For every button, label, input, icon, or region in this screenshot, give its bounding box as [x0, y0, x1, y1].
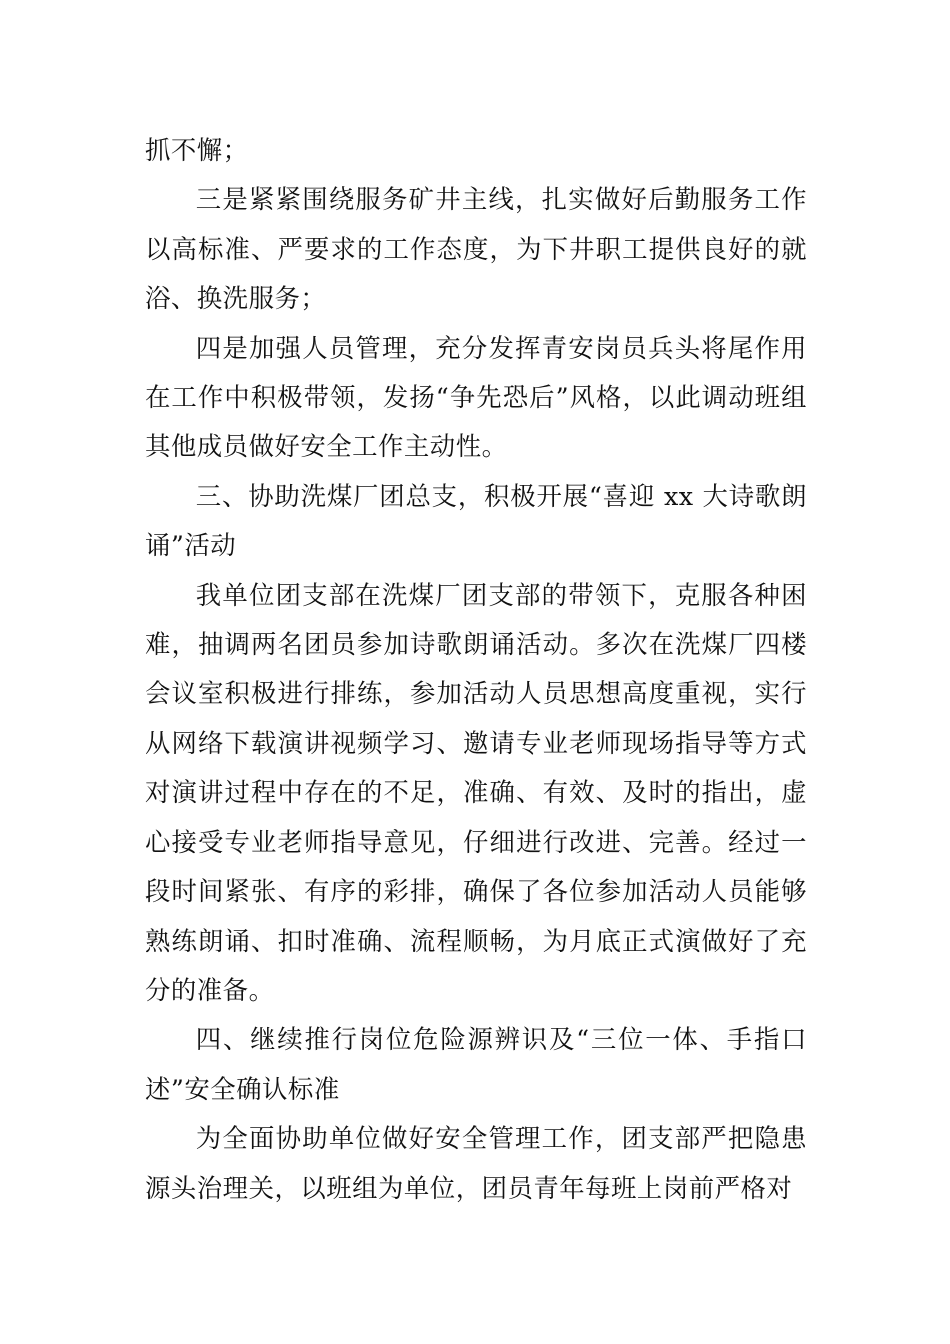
paragraph-poetry-recital: 我单位团支部在洗煤厂团支部的带领下，克服各种困难，抽调两名团员参加诗歌朗诵活动。多次在洗煤厂四楼会议室积极进行排练，参加活动人员思想高度重视，实行从网络下载演讲视频学习、邀请专业老师现场指导等方式对演讲过程中存在的不足，准确、有效、及时的指出，虚心接受专业老师指导意见，仔细进行改进、完善。经过一段时间紧张、有序的彩排，确保了各位参加活动人员能够熟练朗诵、扣时准确、流程顺畅，为月底正式演做好了充分的准备。 — [145, 579, 807, 1005]
section-heading-four: 四、继续推行岗位危险源辨识及“三位一体、手指口述”安全确认标准 — [145, 1024, 807, 1104]
section-heading-three: 三、协助洗煤厂团总支，积极开展“喜迎 xx 大诗歌朗诵”活动 — [145, 480, 807, 561]
paragraph-item-four: 四是加强人员管理，充分发挥青安岗员兵头将尾作用在工作中积极带领，发扬“争先恐后”风格，以此调动班组其他成员做好安全工作主动性。 — [145, 332, 807, 462]
document-body — [145, 126, 807, 1213]
paragraph-safety-management: 为全面协助单位做好安全管理工作，团支部严把隐患源头治理关，以班组为单位，团员青年每班上岗前严格对 — [145, 1123, 807, 1203]
paragraph-item-three: 三是紧紧围绕服务矿井主线，扎实做好后勤服务工作以高标准、严要求的工作态度，为下井职工提供良好的就浴、换洗服务； — [145, 184, 807, 314]
paragraph-continuation: 抓不懈； — [145, 135, 249, 165]
